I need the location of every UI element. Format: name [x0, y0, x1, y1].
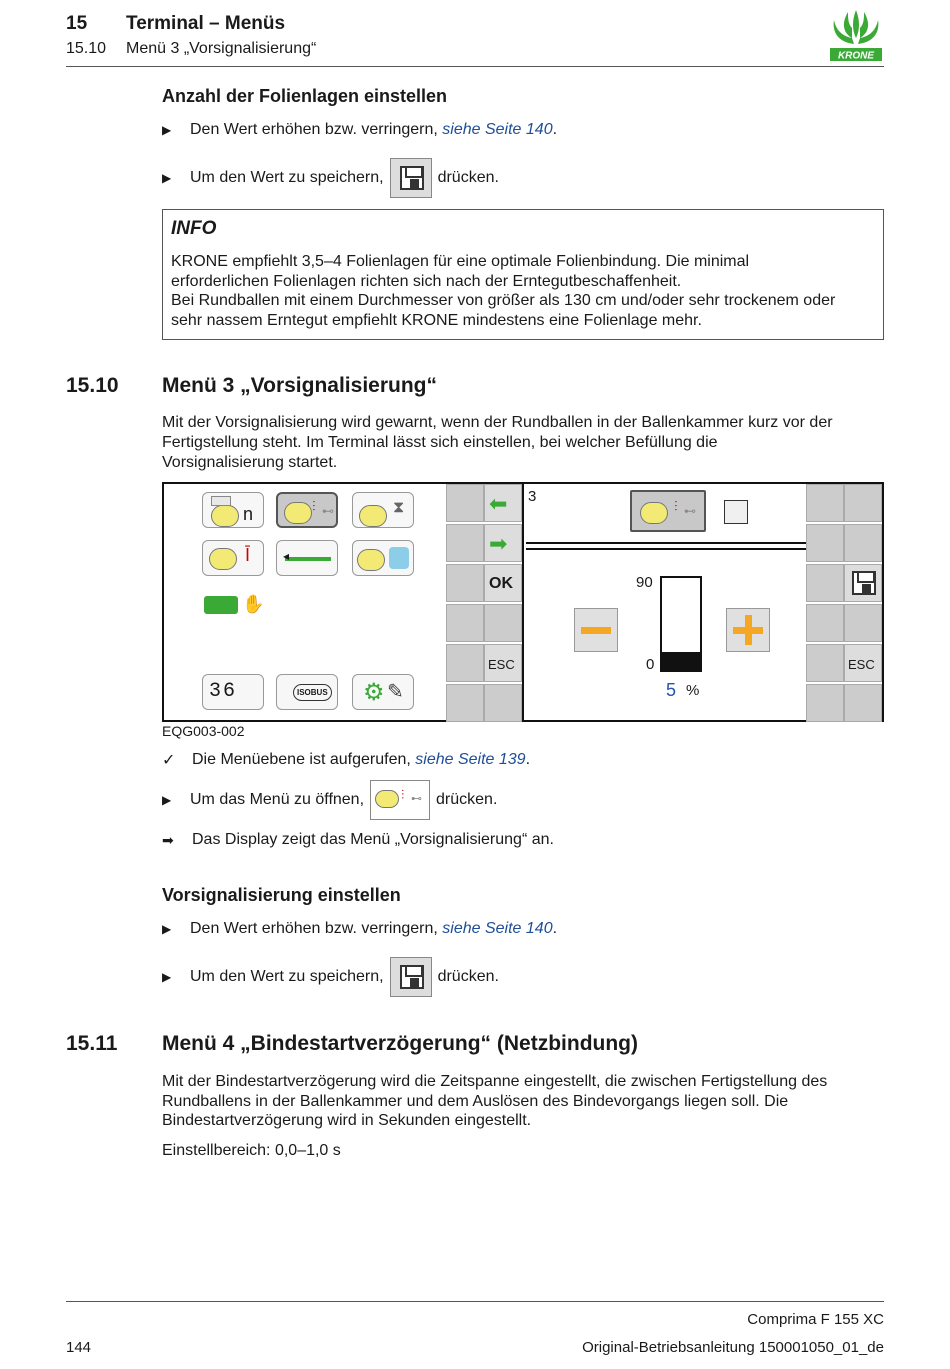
info-line-2: erforderlichen Folienlagen richten sich nach der Erntegutbeschaffenheit.: [171, 272, 682, 290]
minus-icon: [581, 627, 611, 634]
section-heading: [66, 40, 316, 58]
section-1511-title: Menü 4 „Bindestartverzögerung“ (Netzbindung): [162, 1032, 639, 1055]
pre-signal-step-adjust-link[interactable]: siehe Seite 140: [442, 920, 553, 937]
floppy-disk-icon: [400, 166, 424, 190]
floppy-disk-icon: [852, 571, 876, 595]
foil-heading: Anzahl der Folienlagen einstellen: [162, 86, 448, 106]
active-horn-icon: ⊷: [684, 504, 696, 518]
precondition-step: [162, 750, 530, 770]
arrow-right-key[interactable]: [484, 524, 522, 562]
pre-signal-step-save-pre: Um den Wert zu speichern,: [190, 968, 384, 985]
arrow-right-icon: ▶: [162, 970, 172, 984]
horn-icon: ⊷: [322, 504, 334, 518]
diameter-marker-icon: Ī: [245, 545, 251, 565]
checkmark-icon: ✓: [162, 752, 176, 769]
precondition-text: Die Menüebene ist aufgerufen,: [192, 751, 411, 768]
foil-step-adjust-link[interactable]: siehe Seite 140: [442, 121, 553, 138]
open-menu-step: [162, 780, 497, 820]
menu-icon-pressure[interactable]: [276, 540, 338, 576]
section-title: Menü 3 „Vorsignalisierung“: [126, 40, 317, 57]
arrow-right-green-icon: ➡: [489, 531, 508, 556]
horn-icon: ⊷: [411, 793, 423, 805]
counter-value: 36: [209, 680, 238, 703]
hand-icon: ✋: [242, 594, 265, 614]
save-key[interactable]: [844, 564, 882, 602]
result-arrow-icon: ➡: [162, 831, 174, 848]
setting-range: Einstellbereich: 0,0–1,0 s: [162, 1142, 341, 1159]
section-1511-para-line-1: Mit der Bindestartverzögerung wird die Zeitspanne eingestellt, die zwischen Fertigstellung des: [162, 1073, 828, 1090]
pre-signal-step-adjust: [162, 920, 557, 938]
section-1510-heading: [66, 374, 437, 398]
chapter-title: Terminal – Menüs: [126, 13, 286, 34]
menu-icon-n-label: n: [243, 504, 254, 524]
menu-number: 3: [528, 488, 537, 505]
arrow-left-small-icon: ◂: [283, 549, 290, 563]
figure-id: EQG003-002: [162, 723, 245, 739]
active-signal-marker-icon: ⫶: [674, 498, 678, 514]
active-menu-icon: [630, 490, 706, 532]
chapter-heading: [66, 13, 285, 35]
header-divider: [66, 66, 884, 67]
pre-signal-step-adjust-end: .: [552, 920, 558, 937]
section-1510-para-line-3: Vorsignalisierung startet.: [162, 454, 338, 471]
esc-key-left[interactable]: [484, 644, 522, 682]
menu-icon-foil-layers[interactable]: [202, 492, 264, 528]
menu-icon-baler-manual[interactable]: [202, 588, 264, 624]
isobus-label: ISOBUS: [293, 684, 332, 701]
terminal-screenshot: [162, 482, 884, 722]
section-1510-number: 15.10: [66, 374, 119, 397]
footer-divider: [66, 1301, 884, 1302]
pre-signal-marker-icon: ⫶: [312, 498, 316, 514]
pre-signal-heading: Vorsignalisierung einstellen: [162, 885, 401, 905]
arrow-right-icon: ▶: [162, 171, 172, 185]
scale-max-label: 90: [636, 574, 653, 591]
menu-icon-settings[interactable]: [352, 674, 414, 710]
footer-document: Original-Betriebsanleitung 150001050_01_de: [582, 1339, 884, 1356]
save-button-image: [390, 957, 432, 997]
foil-step-adjust: [162, 121, 557, 139]
esc-key-right[interactable]: [844, 644, 882, 682]
foil-step-save: [162, 158, 499, 198]
section-1511-para-line-3: Bindestartverzögerung wird in Sekunden eingestellt.: [162, 1112, 532, 1129]
level-bar-gauge: [660, 576, 702, 672]
gear-icon: ⚙: [363, 679, 385, 706]
menu-icon-isobus[interactable]: [276, 674, 338, 710]
section-1511-paragraph: [162, 1072, 827, 1131]
menu-icon-wrap-ratio[interactable]: [352, 540, 414, 576]
info-title: INFO: [171, 218, 217, 239]
esc-label-right: ESC: [848, 657, 875, 672]
result-text: Das Display zeigt das Menü „Vorsignalisierung“ an.: [192, 831, 554, 848]
section-1510-paragraph: [162, 413, 833, 473]
pre-signal-step-adjust-text: Den Wert erhöhen bzw. verringern,: [190, 920, 438, 937]
page-number: 144: [66, 1339, 92, 1356]
krone-logo: [828, 8, 884, 64]
foil-step-save-pre: Um den Wert zu speichern,: [190, 169, 384, 186]
section-1511-heading: [66, 1032, 638, 1056]
section-number: 15.10: [66, 40, 107, 57]
save-indicator-icon: [724, 500, 748, 524]
menu-icon-pre-signal[interactable]: [276, 492, 338, 528]
ok-key[interactable]: [484, 564, 522, 602]
logo-text: KRONE: [837, 50, 875, 62]
arrow-left-key[interactable]: [484, 484, 522, 522]
arrow-left-icon: ⬅: [489, 491, 508, 516]
section-1511-para-line-2: Rundballens in der Ballenkammer und dem Auslösen des Bindevorgangs liegen soll. Die: [162, 1092, 789, 1110]
save-button-image: [390, 158, 432, 198]
info-line-3: Bei Rundballen mit einem Durchmesser von größer als 130 cm und/oder sehr trockenem oder: [171, 292, 836, 309]
menu-icon-bale-diameter[interactable]: [202, 540, 264, 576]
set-value: 5: [666, 680, 677, 700]
info-line-1: KRONE empfiehlt 3,5–4 Folienlagen für eine optimale Folienbindung. Die minimal: [171, 253, 750, 270]
foil-step-adjust-end: .: [552, 121, 558, 138]
menu-icon-counter[interactable]: [202, 674, 264, 710]
arrow-right-icon: ▶: [162, 123, 172, 137]
info-box: [162, 209, 884, 340]
section-1510-title: Menü 3 „Vorsignalisierung“: [162, 374, 437, 397]
wrench-icon: ✎: [387, 681, 404, 703]
chapter-number: 15: [66, 13, 88, 34]
arrow-right-icon: ▶: [162, 922, 172, 936]
pre-signal-button-image: [370, 780, 430, 820]
info-line-4: sehr nassem Erntegut empfiehlt KRONE mindestens eine Folienlage mehr.: [171, 311, 702, 329]
pre-signal-step-save-post: drücken.: [437, 968, 499, 985]
set-value-unit: %: [686, 682, 700, 699]
signal-marker-icon: ⫶: [401, 787, 405, 802]
foil-step-save-post: drücken.: [437, 169, 499, 186]
menu-icon-net-delay[interactable]: [352, 492, 414, 528]
section-1510-para-line-2: Fertigstellung steht. Im Terminal lässt sich einstellen, bei welcher Befüllung die: [162, 434, 718, 451]
ok-label: OK: [489, 575, 513, 592]
section-1510-para-line-1: Mit der Vorsignalisierung wird gewarnt, wenn der Rundballen in der Ballenkammer kurz vor der: [162, 414, 833, 431]
scale-min-label: 0: [646, 656, 655, 673]
section-1511-number: 15.11: [66, 1032, 118, 1055]
open-menu-pre: Um das Menü zu öffnen,: [190, 791, 365, 808]
foil-step-adjust-text: Den Wert erhöhen bzw. verringern,: [190, 121, 438, 138]
open-menu-post: drücken.: [436, 791, 498, 808]
pre-signal-step-save: [162, 957, 499, 997]
floppy-disk-icon: [400, 965, 424, 989]
precondition-end: .: [525, 751, 531, 768]
hourglass-icon: ⧗: [393, 499, 405, 516]
footer-product: Comprima F 155 XC: [747, 1311, 884, 1328]
decrease-button[interactable]: [574, 608, 618, 652]
result-step: [162, 831, 554, 849]
esc-label-left: ESC: [488, 657, 515, 672]
arrow-right-icon: ▶: [162, 793, 172, 807]
level-bar-fill: [662, 652, 700, 670]
increase-button[interactable]: [726, 608, 770, 652]
precondition-link[interactable]: siehe Seite 139: [415, 751, 526, 768]
